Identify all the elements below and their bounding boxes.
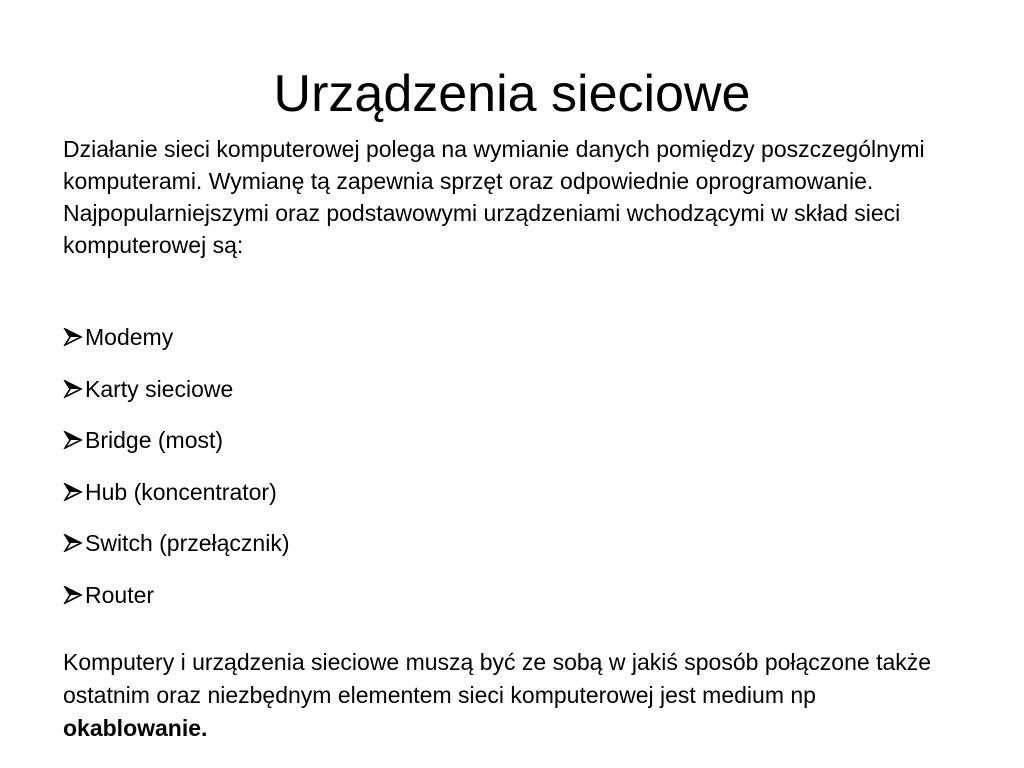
intro-paragraph-2: Najpopularniejszymi oraz podstawowymi urządzeniami wchodzącymi w skład sieci komputerowej są: [63, 200, 901, 258]
list-item [63, 372, 290, 424]
list-item [63, 423, 290, 475]
footer-text-bold: okablowanie. [63, 715, 208, 741]
arrow-bullet-icon [63, 578, 85, 612]
list-item-label: Switch (przełącznik) [85, 530, 290, 556]
footer-text [63, 646, 963, 745]
list-item-label: Bridge (most) [85, 427, 224, 453]
footer-text-main: Komputery i urządzenia sieciowe muszą być ze sobą w jakiś sposób połączone także ostatnim oraz niezbędnym elementem sieci komputerowej jest medium np [63, 649, 932, 708]
slide-title: Urządzenia sieciowe [273, 65, 751, 123]
arrow-bullet-icon [63, 423, 85, 457]
list-item [63, 320, 290, 372]
arrow-bullet-icon [63, 475, 85, 509]
device-list [63, 320, 290, 629]
arrow-bullet-icon [63, 526, 85, 560]
list-item [63, 526, 290, 578]
arrow-bullet-icon [63, 372, 85, 406]
list-item [63, 475, 290, 527]
arrow-bullet-icon [63, 320, 85, 354]
list-item-label: Router [85, 581, 155, 608]
intro-paragraph-1: Działanie sieci komputerowej polega na wymianie danych pomiędzy poszczególnymi komputerami. Wymianę tą zapewnia sprzęt oraz odpowiednie oprogramowanie. [63, 136, 925, 194]
list-item-label: Karty sieciowe [85, 375, 234, 402]
intro-text [63, 133, 963, 261]
list-item-label: Modemy [85, 324, 174, 350]
list-item-label: Hub (koncentrator) [85, 478, 277, 505]
list-item [63, 578, 290, 630]
